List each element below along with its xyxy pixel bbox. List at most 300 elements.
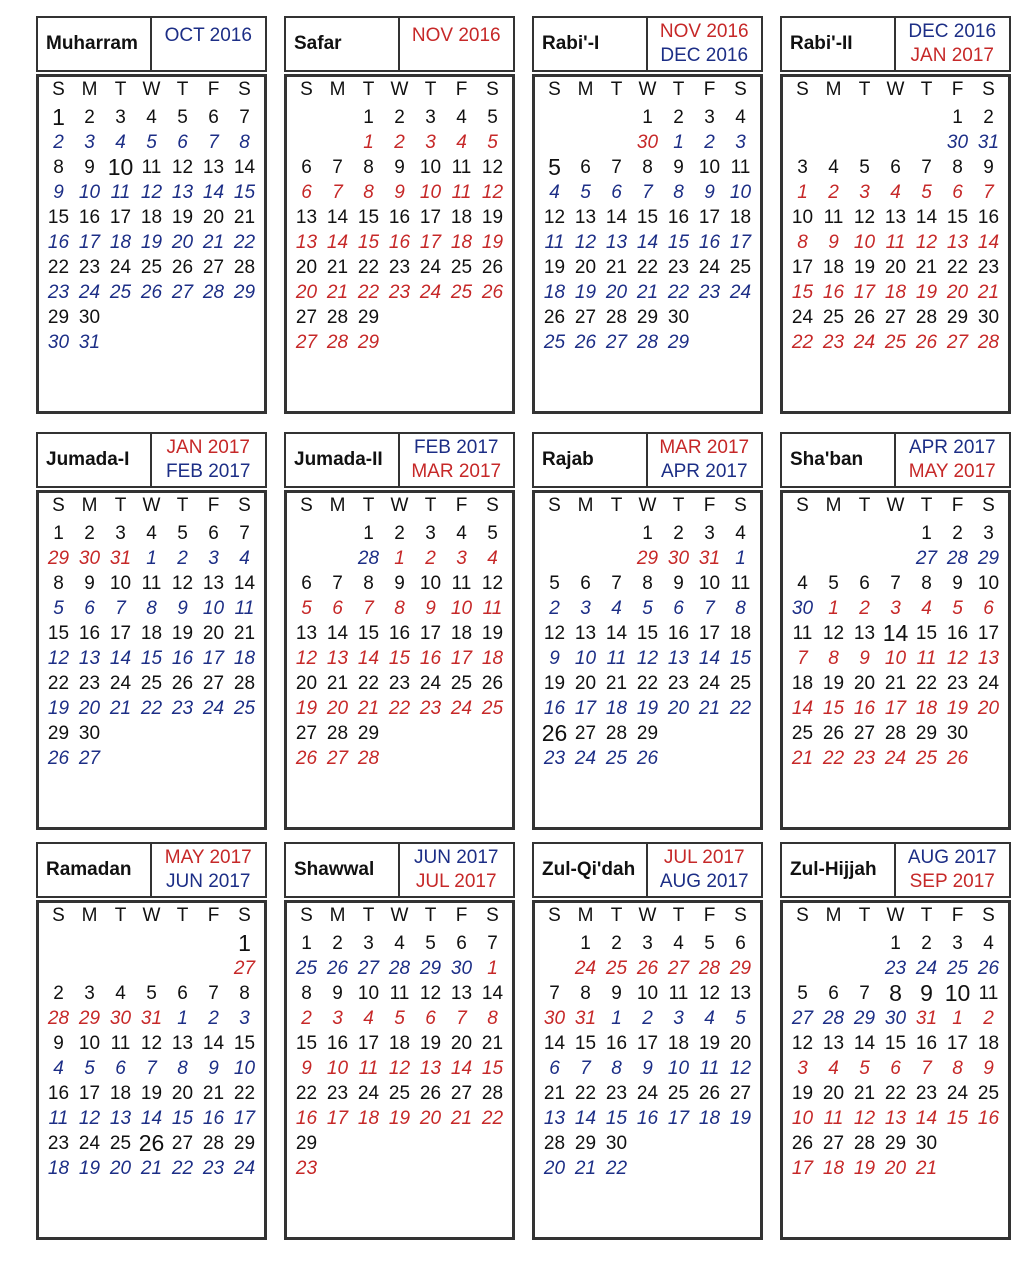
hijri-day: 23: [915, 1083, 938, 1104]
gregorian-day: 20: [171, 232, 194, 253]
gregorian-day: [477, 330, 508, 355]
hijri-week-row: [291, 1081, 508, 1106]
hijri-day: 2: [921, 933, 932, 954]
gregorian-day: [694, 1156, 725, 1181]
gregorian-day: 13: [884, 1108, 907, 1129]
hijri-day: 5: [425, 933, 436, 954]
gregorian-day: 30: [667, 548, 690, 569]
gregorian-day: [229, 746, 260, 771]
gregorian-day: [663, 1156, 694, 1181]
hijri-day: 19: [543, 257, 566, 278]
weekday-label: W: [886, 495, 905, 516]
hijri-day: 9: [611, 983, 622, 1004]
hijri-day: 12: [853, 207, 876, 228]
hijri-day: 21: [605, 257, 628, 278]
gregorian-day: [477, 1156, 508, 1181]
weekday-label: T: [424, 905, 437, 926]
gregorian-week-row: [291, 546, 508, 571]
weekday-header: [539, 905, 756, 929]
gregorian-week-row: [539, 1156, 756, 1181]
gregorian-day: 7: [363, 598, 374, 619]
hijri-day: 11: [389, 983, 410, 1004]
month-grid: [36, 74, 267, 414]
gregorian-day: 17: [326, 1108, 349, 1129]
gregorian-day: 10: [326, 1058, 349, 1079]
gregorian-week-row: [787, 596, 1004, 621]
weekday-label: F: [951, 495, 964, 516]
hijri-day: 18: [140, 207, 163, 228]
hijri-week-row: [43, 1131, 260, 1156]
hijri-day: 17: [698, 623, 721, 644]
gregorian-week-row: [291, 130, 508, 155]
gregorian-day: [198, 330, 229, 355]
hijri-day: 15: [915, 623, 938, 644]
weekday-label: M: [81, 905, 98, 926]
hijri-day: 12: [791, 1033, 814, 1054]
gregorian-day: [818, 546, 849, 571]
gregorian-day: 16: [698, 232, 721, 253]
hijri-month-name: Rajab: [534, 434, 648, 486]
hijri-day: 6: [828, 983, 839, 1004]
gregorian-day: 19: [574, 282, 597, 303]
hijri-week-row: [787, 931, 1004, 956]
hijri-day: 21: [481, 1033, 504, 1054]
gregorian-day: 12: [729, 1058, 752, 1079]
month-header: [780, 432, 1011, 488]
gregorian-day: 10: [233, 1058, 256, 1079]
hijri-day: 26: [853, 307, 876, 328]
gregorian-day: 5: [642, 598, 653, 619]
gregorian-day: [725, 1156, 756, 1181]
hijri-day: 4: [115, 983, 126, 1004]
hijri-day: [322, 105, 353, 130]
gregorian-week-row: [787, 546, 1004, 571]
weekday-header: [291, 495, 508, 519]
gregorian-day: 28: [326, 332, 349, 353]
week-rows: [787, 931, 1004, 1181]
gregorian-day: 14: [450, 1058, 473, 1079]
gregorian-day: 1: [611, 1008, 622, 1029]
hijri-week-row: [787, 305, 1004, 330]
gregorian-day: 9: [177, 598, 188, 619]
gregorian-day: 10: [667, 1058, 690, 1079]
hijri-week-row: [291, 155, 508, 180]
gregorian-day: 30: [884, 1008, 907, 1029]
hijri-day: 30: [605, 1133, 628, 1154]
hijri-day: 29: [946, 307, 969, 328]
week-rows: [787, 521, 1004, 771]
gregorian-day: 10: [884, 648, 907, 669]
hijri-week-row: [539, 721, 756, 746]
gregorian-day: 22: [481, 1108, 504, 1129]
gregorian-day: 20: [884, 1158, 907, 1179]
gregorian-week-row: [43, 646, 260, 671]
gregorian-day: 12: [295, 648, 318, 669]
gregorian-day: 26: [574, 332, 597, 353]
gregorian-day: 27: [946, 332, 969, 353]
gregorian-day: [384, 1156, 415, 1181]
hijri-day: 18: [729, 623, 752, 644]
gregorian-day: 9: [983, 1058, 994, 1079]
gregorian-day: 13: [667, 648, 690, 669]
hijri-week-row: [43, 571, 260, 596]
gregorian-day: [818, 130, 849, 155]
weekday-label: T: [920, 495, 933, 516]
weekday-label: T: [610, 905, 623, 926]
gregorian-day: 5: [921, 182, 932, 203]
hijri-day: 18: [729, 207, 752, 228]
gregorian-day: 8: [239, 132, 250, 153]
hijri-day: 1: [301, 933, 312, 954]
gregorian-day: 17: [450, 648, 473, 669]
gregorian-day: 16: [636, 1108, 659, 1129]
hijri-day: 27: [822, 1133, 845, 1154]
gregorian-day: 14: [326, 232, 349, 253]
hijri-day: 17: [946, 1033, 969, 1054]
hijri-day: 19: [698, 1033, 721, 1054]
gregorian-day: [787, 130, 818, 155]
gregorian-day: 12: [140, 182, 163, 203]
hijri-day: [105, 931, 136, 956]
hijri-day: 25: [140, 257, 163, 278]
hijri-day: 15: [47, 623, 70, 644]
weekday-label: F: [207, 495, 220, 516]
hijri-day: 7: [332, 157, 343, 178]
gregorian-week-row: [787, 130, 1004, 155]
hijri-week-row: [787, 205, 1004, 230]
gregorian-day: 16: [202, 1108, 225, 1129]
gregorian-day: [570, 546, 601, 571]
gregorian-day: 21: [202, 232, 225, 253]
hijri-day: 4: [146, 523, 157, 544]
hijri-day: 7: [487, 933, 498, 954]
hijri-day: 26: [791, 1133, 814, 1154]
hijri-day: 5: [548, 154, 561, 180]
weekday-header: [43, 495, 260, 519]
gregorian-day: 20: [946, 282, 969, 303]
gregorian-day: 20: [667, 698, 690, 719]
gregorian-day: 29: [78, 1008, 101, 1029]
hijri-day: 14: [202, 1033, 225, 1054]
gregorian-day: [322, 546, 353, 571]
hijri-day: 12: [140, 1033, 163, 1054]
hijri-day: [601, 521, 632, 546]
hijri-day: 14: [853, 1033, 876, 1054]
gregorian-day: 16: [543, 698, 566, 719]
gregorian-day: 20: [543, 1158, 566, 1179]
gregorian-day: 13: [605, 232, 628, 253]
gregorian-day: 10: [78, 182, 101, 203]
hijri-day: 8: [952, 157, 963, 178]
gregorian-day: 24: [419, 282, 442, 303]
hijri-day: [570, 105, 601, 130]
gregorian-months: [648, 434, 762, 486]
month-card: [780, 432, 1011, 830]
hijri-day: 13: [729, 983, 752, 1004]
gregorian-day: 7: [332, 182, 343, 203]
hijri-day: 11: [792, 623, 813, 644]
hijri-day: 22: [884, 1083, 907, 1104]
gregorian-day: 27: [791, 1008, 814, 1029]
gregorian-day: 7: [704, 598, 715, 619]
hijri-day: 18: [109, 1083, 132, 1104]
gregorian-day: 16: [295, 1108, 318, 1129]
gregorian-day: 7: [797, 648, 808, 669]
month-header: [36, 842, 267, 898]
gregorian-day: [446, 1156, 477, 1181]
hijri-day: 10: [357, 983, 380, 1004]
hijri-day: 19: [419, 1033, 442, 1054]
month-header: [780, 842, 1011, 898]
hijri-day: 28: [233, 673, 256, 694]
hijri-day: 29: [47, 307, 70, 328]
hijri-day: 8: [889, 980, 902, 1006]
hijri-day: 6: [301, 157, 312, 178]
month-header: [532, 16, 763, 72]
gregorian-day: 18: [47, 1158, 70, 1179]
gregorian-day: 26: [47, 748, 70, 769]
hijri-day: 8: [363, 573, 374, 594]
month-header: [284, 842, 515, 898]
hijri-month-name: Muharram: [38, 18, 152, 70]
gregorian-day: [446, 330, 477, 355]
gregorian-day: 12: [388, 1058, 411, 1079]
hijri-day: [198, 305, 229, 330]
gregorian-day: 6: [301, 182, 312, 203]
gregorian-day: 4: [456, 132, 467, 153]
gregorian-day: 14: [636, 232, 659, 253]
gregorian-week-row: [291, 596, 508, 621]
gregorian-month-label: NOV 2016: [659, 21, 749, 42]
hijri-day: 18: [388, 1033, 411, 1054]
gregorian-months: [648, 844, 762, 896]
hijri-day: [601, 105, 632, 130]
gregorian-day: 26: [295, 748, 318, 769]
gregorian-day: 13: [946, 232, 969, 253]
gregorian-day: 17: [78, 232, 101, 253]
hijri-week-row: [539, 1131, 756, 1156]
weekday-label: S: [486, 495, 499, 516]
gregorian-months: [648, 18, 762, 70]
hijri-day: [384, 1131, 415, 1156]
gregorian-day: [539, 956, 570, 981]
month-grid: [532, 490, 763, 830]
hijri-day: 29: [295, 1133, 318, 1154]
hijri-day: 29: [233, 1133, 256, 1154]
hijri-week-row: [43, 981, 260, 1006]
gregorian-day: 3: [208, 548, 219, 569]
gregorian-day: 17: [202, 648, 225, 669]
hijri-day: 23: [326, 1083, 349, 1104]
hijri-week-row: [43, 305, 260, 330]
gregorian-day: 9: [828, 232, 839, 253]
hijri-month-name: Jumada-I: [38, 434, 152, 486]
month-grid: [780, 74, 1011, 414]
gregorian-day: 30: [543, 1008, 566, 1029]
gregorian-day: 3: [735, 132, 746, 153]
gregorian-day: 21: [915, 1158, 938, 1179]
gregorian-day: 18: [543, 282, 566, 303]
hijri-day: 17: [636, 1033, 659, 1054]
hijri-week-row: [787, 1131, 1004, 1156]
gregorian-day: 2: [642, 1008, 653, 1029]
gregorian-day: [849, 956, 880, 981]
hijri-day: 11: [730, 157, 751, 178]
gregorian-day: 8: [828, 648, 839, 669]
weekday-label: W: [886, 905, 905, 926]
hijri-day: [322, 1131, 353, 1156]
gregorian-day: 9: [642, 1058, 653, 1079]
gregorian-day: 11: [823, 1108, 844, 1129]
gregorian-day: [539, 130, 570, 155]
hijri-week-row: [291, 1131, 508, 1156]
weekday-label: T: [920, 905, 933, 926]
gregorian-day: 28: [47, 1008, 70, 1029]
hijri-day: 29: [884, 1133, 907, 1154]
weekday-label: T: [362, 79, 375, 100]
gregorian-day: [601, 546, 632, 571]
hijri-day: [694, 305, 725, 330]
gregorian-day: 22: [388, 698, 411, 719]
hijri-day: 4: [456, 107, 467, 128]
gregorian-day: 15: [388, 648, 411, 669]
hijri-day: 11: [823, 207, 844, 228]
gregorian-month-label: DEC 2016: [660, 45, 749, 66]
hijri-day: 30: [667, 307, 690, 328]
weekday-label: S: [52, 905, 65, 926]
gregorian-day: 30: [946, 132, 969, 153]
gregorian-day: 11: [606, 648, 627, 669]
weekday-label: S: [548, 79, 561, 100]
gregorian-day: 25: [884, 332, 907, 353]
hijri-day: 1: [52, 104, 65, 130]
hijri-week-row: [291, 305, 508, 330]
gregorian-day: 15: [791, 282, 814, 303]
gregorian-day: 9: [301, 1058, 312, 1079]
gregorian-day: 22: [791, 332, 814, 353]
hijri-day: [136, 721, 167, 746]
hijri-day: 24: [698, 257, 721, 278]
gregorian-week-row: [43, 1056, 260, 1081]
gregorian-month-label: MAY 2017: [908, 461, 996, 482]
hijri-day: 11: [110, 1033, 131, 1054]
gregorian-day: [725, 330, 756, 355]
gregorian-day: 2: [177, 548, 188, 569]
hijri-day: [849, 931, 880, 956]
hijri-day: 28: [915, 307, 938, 328]
gregorian-day: 22: [233, 232, 256, 253]
gregorian-day: 6: [425, 1008, 436, 1029]
hijri-day: 23: [667, 257, 690, 278]
gregorian-day: 2: [394, 132, 405, 153]
gregorian-day: 15: [729, 648, 752, 669]
hijri-day: 4: [797, 573, 808, 594]
hijri-day: 4: [735, 107, 746, 128]
hijri-day: 2: [84, 523, 95, 544]
gregorian-month-label: FEB 2017: [414, 437, 499, 458]
gregorian-day: 28: [698, 958, 721, 979]
gregorian-day: 15: [171, 1108, 194, 1129]
month-card: [36, 16, 267, 414]
hijri-day: 24: [698, 673, 721, 694]
gregorian-day: [725, 746, 756, 771]
hijri-day: 11: [730, 573, 751, 594]
hijri-day: [415, 1131, 446, 1156]
gregorian-months: [152, 844, 266, 896]
hijri-day: [849, 521, 880, 546]
month-header: [532, 842, 763, 898]
hijri-week-row: [291, 721, 508, 746]
gregorian-day: 14: [202, 182, 225, 203]
hijri-day: 13: [295, 623, 318, 644]
gregorian-week-row: [539, 696, 756, 721]
weekday-label: M: [825, 79, 842, 100]
hijri-day: 22: [357, 673, 380, 694]
gregorian-day: [322, 130, 353, 155]
gregorian-week-row: [43, 546, 260, 571]
gregorian-week-row: [787, 1106, 1004, 1131]
gregorian-day: 24: [915, 958, 938, 979]
hijri-day: 26: [481, 257, 504, 278]
weekday-label: S: [982, 495, 995, 516]
hijri-day: 28: [326, 307, 349, 328]
weekday-label: S: [982, 79, 995, 100]
hijri-day: 10: [109, 573, 132, 594]
hijri-week-row: [787, 155, 1004, 180]
gregorian-week-row: [43, 280, 260, 305]
gregorian-day: 18: [109, 232, 132, 253]
gregorian-month-label: MAR 2017: [659, 437, 750, 458]
gregorian-day: 29: [667, 332, 690, 353]
hijri-day: 25: [450, 673, 473, 694]
gregorian-day: 3: [84, 132, 95, 153]
hijri-day: 21: [326, 257, 349, 278]
hijri-day: 3: [363, 933, 374, 954]
gregorian-day: 10: [419, 182, 442, 203]
hijri-day: 29: [357, 723, 380, 744]
hijri-day: 5: [487, 107, 498, 128]
gregorian-day: 18: [822, 1158, 845, 1179]
hijri-day: 13: [884, 207, 907, 228]
hijri-day: 2: [983, 107, 994, 128]
gregorian-day: 16: [419, 648, 442, 669]
hijri-month-name: Zul-Qi'dah: [534, 844, 648, 896]
hijri-week-row: [787, 621, 1004, 646]
gregorian-day: 15: [946, 1108, 969, 1129]
month-card: [532, 432, 763, 830]
gregorian-day: 22: [140, 698, 163, 719]
gregorian-day: 21: [109, 698, 132, 719]
hijri-day: 5: [177, 523, 188, 544]
gregorian-day: 7: [983, 182, 994, 203]
hijri-day: 1: [952, 107, 963, 128]
month-card: [780, 16, 1011, 414]
hijri-day: 27: [574, 723, 597, 744]
gregorian-day: [942, 1156, 973, 1181]
hijri-week-row: [539, 621, 756, 646]
hijri-day: 8: [363, 157, 374, 178]
hijri-day: 3: [115, 107, 126, 128]
gregorian-month-label: JUN 2017: [166, 871, 251, 892]
gregorian-day: [880, 546, 911, 571]
hijri-day: 8: [239, 983, 250, 1004]
weekday-label: T: [920, 79, 933, 100]
weekday-label: S: [548, 495, 561, 516]
gregorian-day: 12: [915, 232, 938, 253]
gregorian-month-label: NOV 2016: [411, 25, 501, 46]
gregorian-day: [198, 746, 229, 771]
gregorian-day: 4: [487, 548, 498, 569]
